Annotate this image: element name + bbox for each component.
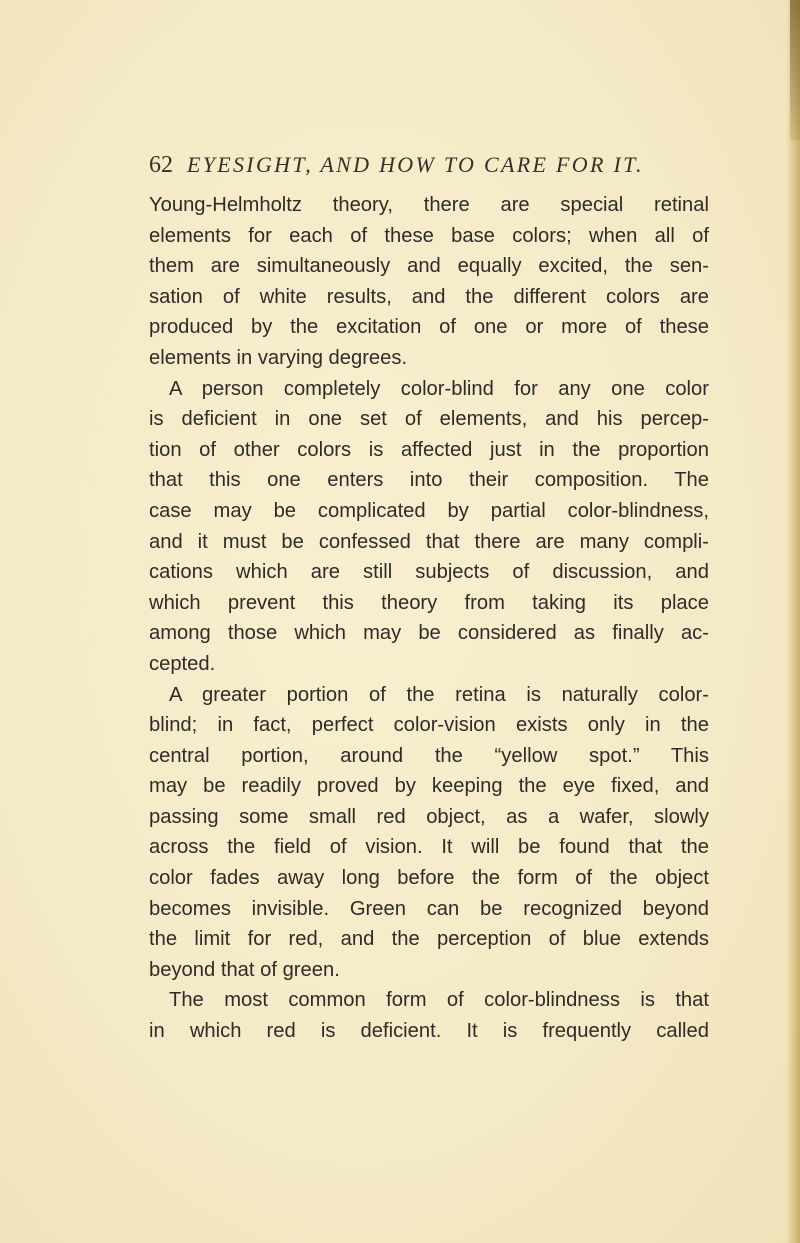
- text-line: elements in varying degrees.: [149, 346, 408, 369]
- text-line: the limit for red, and the perception of blue extends: [149, 928, 709, 951]
- text-line: which prevent this theory from taking its place: [149, 591, 709, 614]
- text-line: in which red is deficient. It is frequently called: [149, 1020, 709, 1043]
- page-number: 62: [149, 152, 173, 178]
- paragraph: [149, 374, 709, 680]
- text-line: Young-Helmholtz theory, there are special retinal: [149, 194, 709, 216]
- paragraph: [149, 190, 709, 374]
- page-edge-shadow: [786, 0, 800, 1243]
- text-line: central portion, around the “yellow spot.” This: [149, 744, 709, 767]
- text-line: may be readily proved by keeping the eye fixed, and: [149, 775, 709, 798]
- body-text: [149, 190, 709, 1047]
- text-line: color fades away long before the form of the object: [149, 867, 709, 890]
- text-line: that this one enters into their composition. The: [149, 469, 709, 492]
- text-line: beyond that of green.: [149, 958, 340, 981]
- text-line: becomes invisible. Green can be recognized beyond: [149, 897, 709, 920]
- text-line: among those which may be considered as finally ac-: [149, 622, 709, 645]
- text-line: cepted.: [149, 652, 216, 675]
- paragraph: [149, 680, 709, 986]
- text-line: case may be complicated by partial color-blindness,: [149, 499, 709, 522]
- text-line: and it must be confessed that there are many compli-: [149, 530, 709, 553]
- running-header: [149, 152, 709, 186]
- text-line: A greater portion of the retina is naturally color-: [169, 683, 709, 706]
- text-line: A person completely color-blind for any one color: [169, 377, 709, 400]
- text-line: across the field of vision. It will be found that the: [149, 836, 709, 859]
- paragraph: [149, 985, 709, 1046]
- text-line: tion of other colors is affected just in the proportion: [149, 438, 709, 461]
- text-line: passing some small red object, as a wafer, slowly: [149, 805, 709, 828]
- page-edge-stain: [790, 0, 800, 140]
- text-line: them are simultaneously and equally excited, the sen-: [149, 255, 709, 278]
- text-line: cations which are still subjects of discussion, and: [149, 561, 709, 584]
- text-line: sation of white results, and the different colors are: [149, 285, 709, 308]
- text-line: is deficient in one set of elements, and his percep-: [149, 408, 709, 431]
- text-line: produced by the excitation of one or more of these: [149, 316, 709, 339]
- text-line: blind; in fact, perfect color-vision exists only in the: [149, 714, 709, 737]
- text-line: The most common form of color-blindness is that: [169, 989, 709, 1012]
- text-line: elements for each of these base colors; when all of: [149, 224, 709, 247]
- running-title: EYESIGHT, AND HOW TO CARE FOR IT.: [187, 152, 644, 177]
